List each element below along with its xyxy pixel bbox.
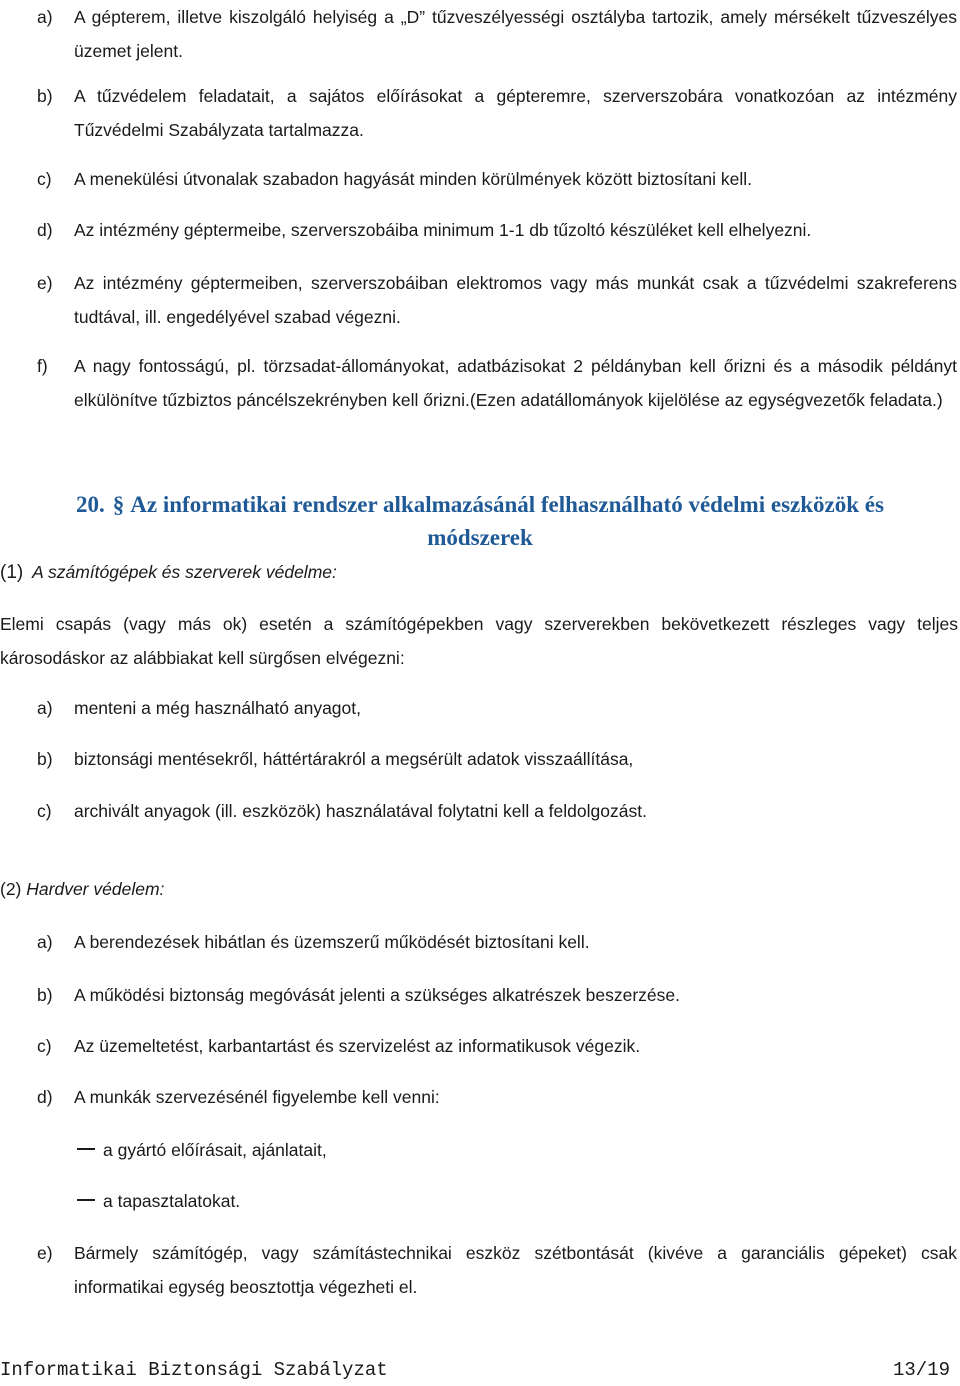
list-text: biztonsági mentésekről, háttértárakról a megsérült adatok visszaállítása,: [74, 749, 634, 769]
dash-item-1: [77, 1133, 777, 1167]
list-item-sub2-d: [37, 1080, 957, 1114]
dash-text: a gyártó előírásait, ajánlatait,: [103, 1140, 327, 1160]
list-label: b): [37, 749, 53, 769]
section-number: 20.: [76, 492, 105, 517]
list-label: d): [37, 1087, 53, 1107]
list-label: a): [37, 7, 53, 27]
list-item-sub1-a: [37, 691, 957, 725]
section-heading: [0, 488, 960, 554]
list-item-top-f: [37, 349, 957, 417]
list-text: Bármely számítógép, vagy számítástechnikai eszköz szétbontását (kivéve a garanciális gépeket) csak informatikai egység beosztottja végezheti el.: [74, 1243, 957, 1297]
dash-text: a tapasztalatokat.: [103, 1191, 241, 1211]
section-title-line1: Az informatikai rendszer alkalmazásánál felhasználható védelmi eszközök és: [130, 492, 884, 517]
list-label: c): [37, 801, 52, 821]
dash-bullet: [77, 1148, 95, 1150]
list-text: Az intézmény géptermeiben, szerverszobáiban elektromos vagy más munkát csak a tűzvédelmi szakreferens tudtával, ill. engedélyével szabad végezni.: [74, 273, 957, 327]
list-text: A menekülési útvonalak szabadon hagyását minden körülmények között biztosítani kell.: [74, 169, 753, 189]
list-text: Az üzemeltetést, karbantartást és szervizelést az informatikusok végezik.: [74, 1036, 641, 1056]
list-label: b): [37, 985, 53, 1005]
list-text: A berendezések hibátlan és üzemszerű működését biztosítani kell.: [74, 932, 590, 952]
list-label: d): [37, 220, 53, 240]
footer-title: Informatikai Biztonsági Szabályzat: [0, 1359, 388, 1381]
subsection-1-title: [0, 557, 337, 588]
subsection-title: A számítógépek és szerverek védelme:: [32, 562, 337, 582]
subsection-title: Hardver védelem:: [26, 879, 165, 899]
list-item-top-b: [37, 79, 957, 147]
list-label: c): [37, 1036, 52, 1056]
dash-item-2: [77, 1184, 777, 1218]
list-label: b): [37, 86, 53, 106]
section-symbol: §: [112, 492, 125, 517]
subsection-number: (2): [0, 879, 22, 899]
list-item-sub2-a: [37, 925, 957, 959]
list-label: c): [37, 169, 52, 189]
section-title-line2: módszerek: [427, 525, 533, 550]
list-text: menteni a még használható anyagot,: [74, 698, 361, 718]
list-item-sub1-c: [37, 794, 957, 828]
list-item-top-c: [37, 162, 957, 196]
list-text: A tűzvédelem feladatait, a sajátos előírásokat a gépteremre, szerverszobára vonatkozóan az intézmény Tűzvédelmi Szabályzata tartalmazza.: [74, 86, 957, 140]
subsection-1-paragraph: Elemi csapás (vagy más ok) esetén a számítógépekben vagy szerverekben bekövetkezett részleges vagy teljes károsodáskor az alábbiakat kell sürgősen elvégezni:: [0, 614, 958, 668]
list-label: e): [37, 1243, 53, 1263]
list-text: A gépterem, illetve kiszolgáló helyiség a „D” tűzveszélyességi osztályba tartozik, amely mérsékelt tűzveszélyes üzemet jelent.: [74, 7, 957, 61]
list-text: archivált anyagok (ill. eszközök) használatával folytatni kell a feldolgozást.: [74, 801, 647, 821]
list-text: A munkák szervezésénél figyelembe kell venni:: [74, 1087, 440, 1107]
list-text: A nagy fontosságú, pl. törzsadat-állományokat, adatbázisokat 2 példányban kell őrizni és a második példányt elkülönítve tűzbiztos páncélszekrényben kell őrizni.(Ezen adatállományok kijelölése az egységvezetők feladata.): [74, 356, 957, 410]
subsection-2-title: [0, 874, 164, 904]
list-label: f): [37, 356, 48, 376]
list-item-sub1-b: [37, 742, 957, 776]
list-item-top-d: [37, 213, 957, 247]
list-item-sub2-b: [37, 978, 957, 1012]
page-number: 13/19: [892, 1359, 950, 1381]
list-text: A működési biztonság megóvását jelenti a szükséges alkatrészek beszerzése.: [74, 985, 681, 1005]
list-text: Az intézmény géptermeibe, szerverszobáiba minimum 1-1 db tűzoltó készüléket kell elhelyezni.: [74, 220, 812, 240]
list-item-sub2-e: [37, 1236, 957, 1304]
list-item-top-a: [37, 0, 957, 68]
subsection-number: (1): [0, 562, 24, 583]
list-label: e): [37, 273, 53, 293]
list-label: a): [37, 932, 53, 952]
list-label: a): [37, 698, 53, 718]
list-item-sub2-c: [37, 1029, 957, 1063]
dash-bullet: [77, 1199, 95, 1201]
list-item-top-e: [37, 266, 957, 334]
